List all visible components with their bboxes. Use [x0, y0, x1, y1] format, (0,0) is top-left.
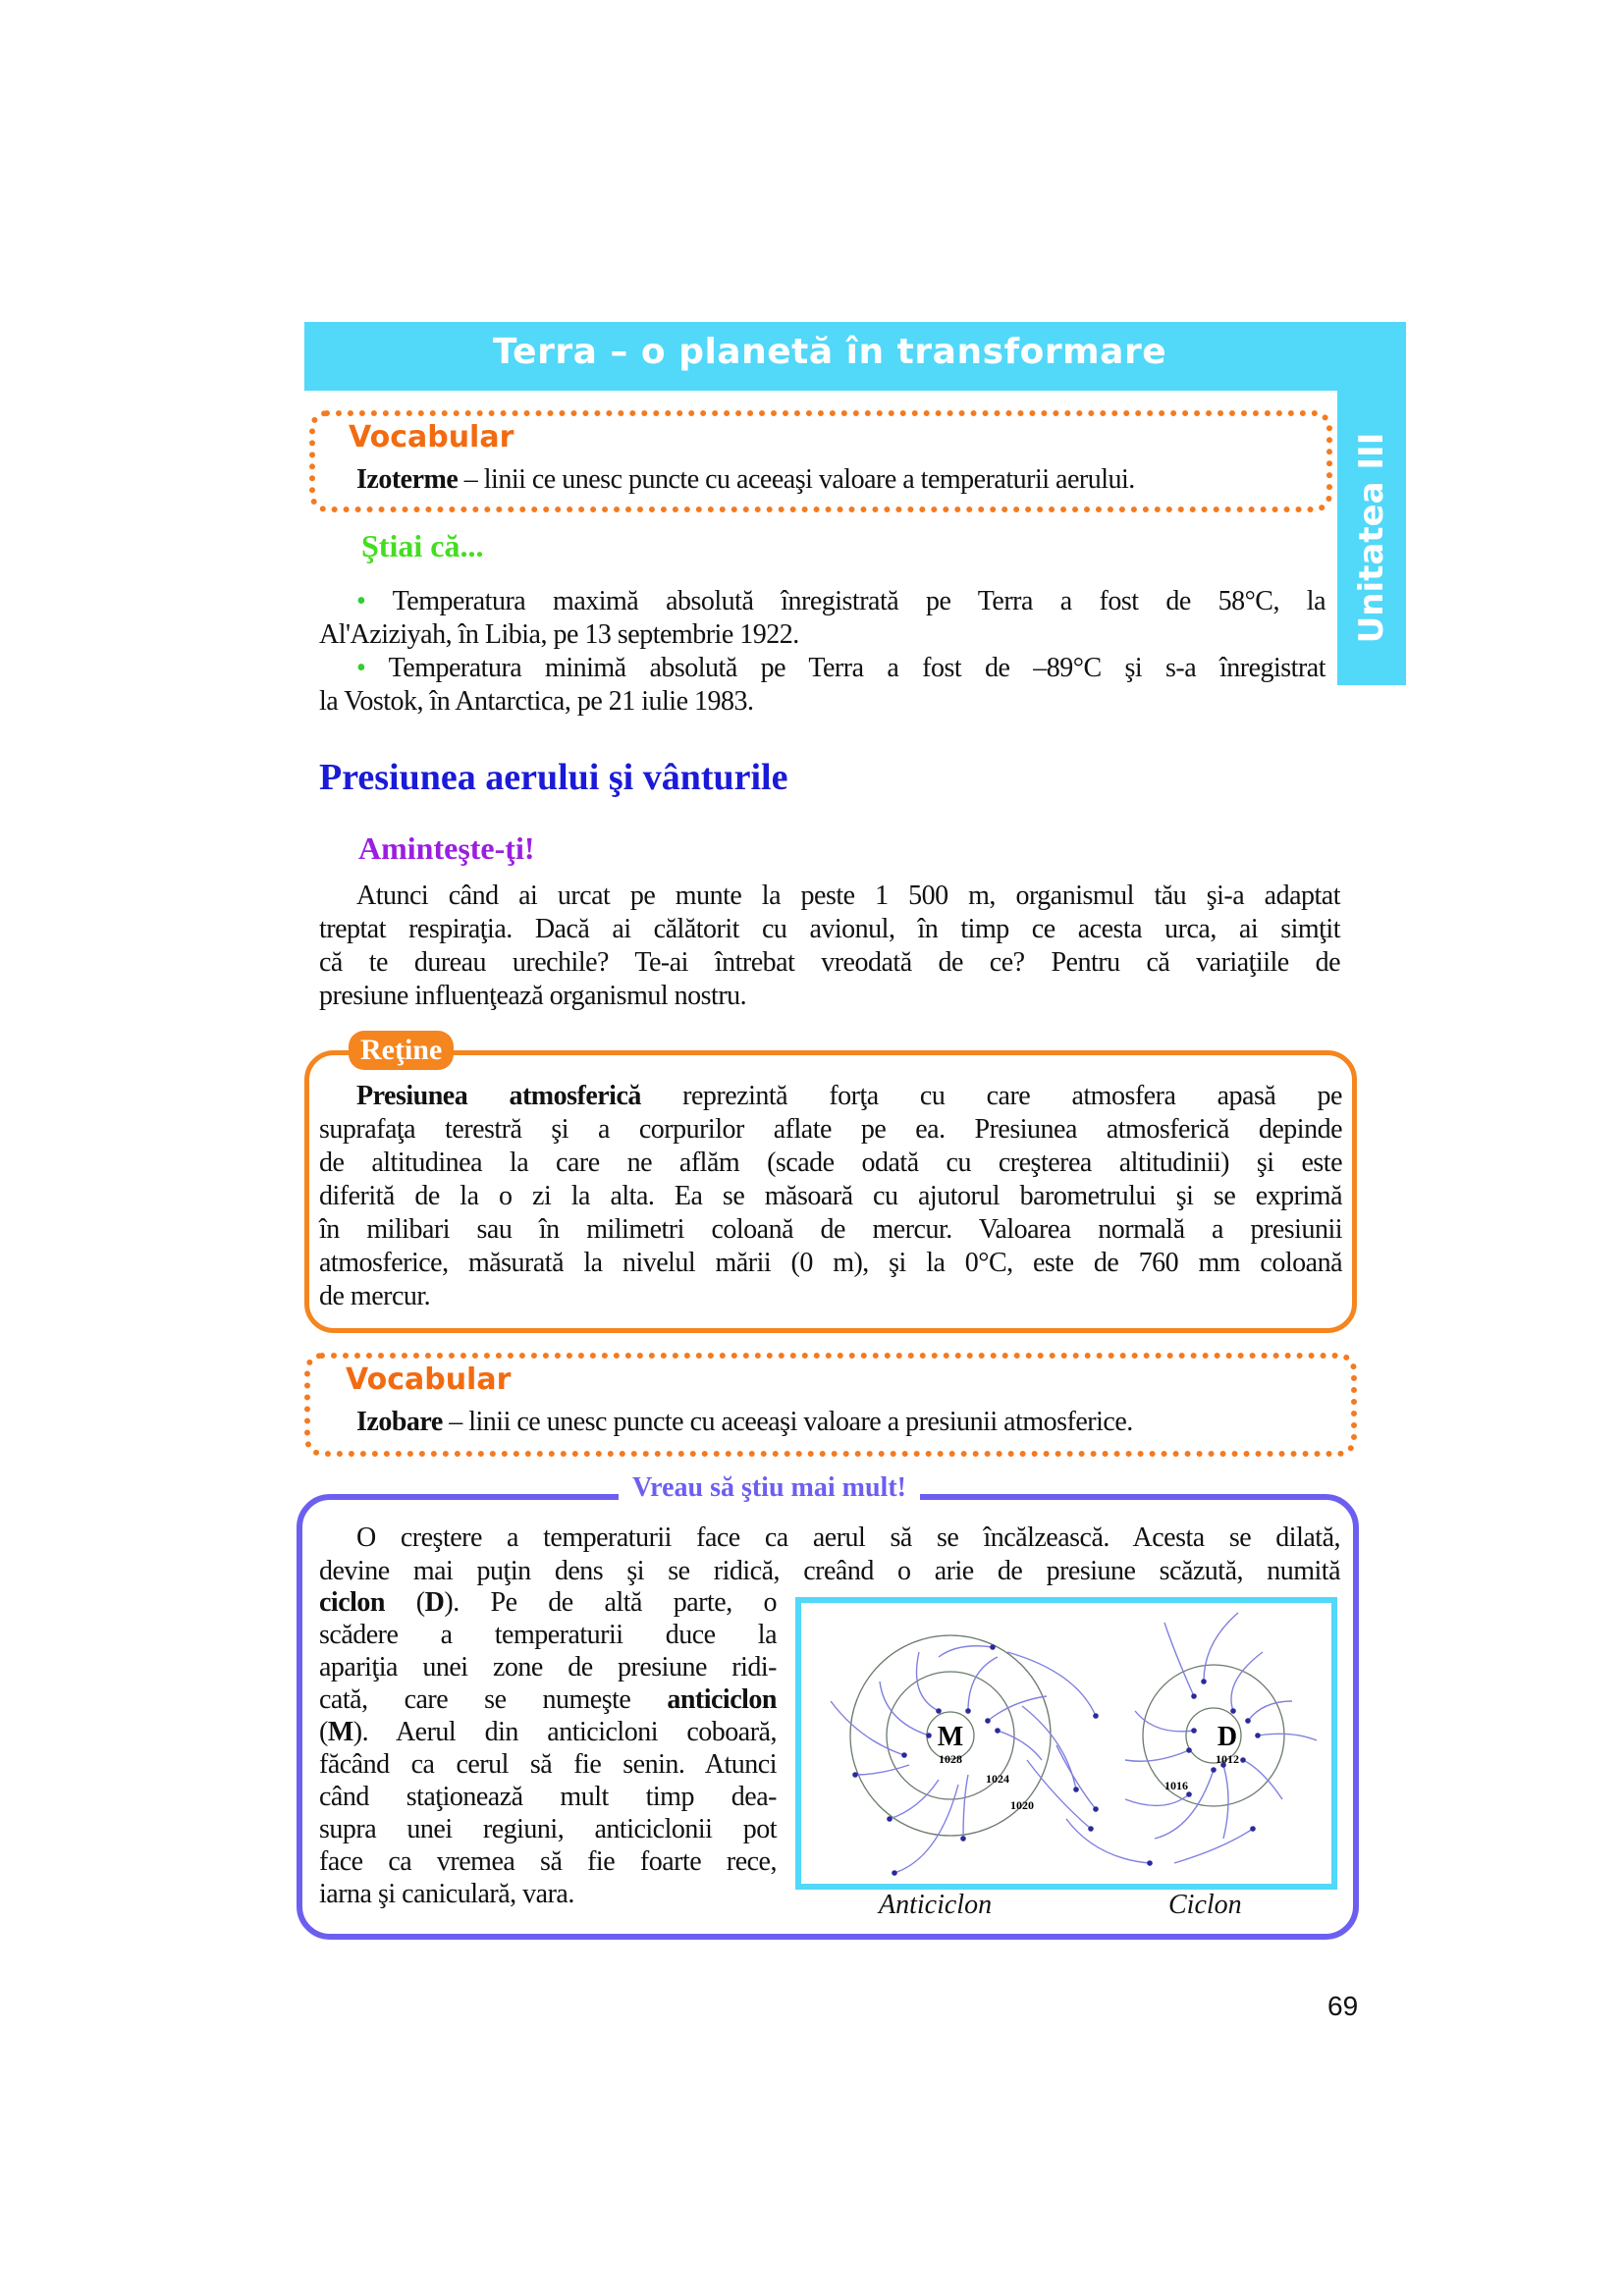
wind-arrow	[1007, 1652, 1096, 1716]
text-segment: iarna şi caniculară, vara.	[319, 1879, 574, 1909]
text-segment: scădere a temperaturii duce la	[319, 1620, 777, 1650]
text-line	[356, 463, 1312, 497]
bullet: •	[356, 586, 393, 616]
wind-arrow	[917, 1652, 940, 1711]
text-line	[319, 1586, 777, 1619]
text-line	[319, 1247, 1342, 1280]
text-line	[319, 1522, 1340, 1555]
text-line	[319, 618, 1325, 652]
learn-more-title: Vreau să ştiu mai mult!	[619, 1472, 920, 1504]
did-you-know-text	[319, 585, 1325, 719]
text-line	[319, 1781, 777, 1813]
wind-arrow	[1243, 1760, 1282, 1799]
text-segment: atmosferice, măsurată la nivelul mării (0 m), şi la 0°C, este de 760 mm coloană	[319, 1248, 1342, 1278]
text-segment: suprafaţa terestră şi a corpurilor aflate pe ea. Presiunea atmosferică depinde	[319, 1114, 1342, 1145]
wind-arrow	[1204, 1613, 1238, 1682]
bold-term: ciclon	[319, 1587, 385, 1618]
text-segment: Al'Aziziyah, în Libia, pe 13 septembrie 1922.	[319, 619, 799, 650]
wind-arrow	[1066, 1819, 1150, 1863]
text-segment: când staţionează mult timp dea-	[319, 1782, 777, 1812]
isobar-label: 1020	[1010, 1798, 1034, 1812]
text-line	[319, 1147, 1342, 1180]
text-segment: de altitudinea la care ne aflăm (scade odată cu creşterea altitudinii) şi este	[319, 1148, 1342, 1178]
bold-term: M	[327, 1717, 353, 1747]
unit-header	[304, 322, 1406, 391]
wind-arrow	[894, 1785, 958, 1873]
text-line	[319, 1280, 1342, 1313]
text-segment: O creştere a temperaturii face ca aerul să se încălzească. Acesta se dilată,	[356, 1522, 1340, 1553]
text-line	[319, 652, 1325, 685]
wind-arrow	[1027, 1760, 1091, 1829]
bold-term: Presiunea atmosferică	[356, 1081, 641, 1111]
unit-label: Unitatea III	[1352, 432, 1391, 644]
wind-arrow	[831, 1701, 904, 1755]
wind-arrow	[939, 1646, 993, 1657]
text-line	[319, 980, 1340, 1013]
bold-term: Izoterme	[356, 464, 459, 495]
text-segment: ). Pe de altă parte, o	[444, 1587, 778, 1618]
remember-title: Aminteşte-ţi!	[358, 830, 535, 866]
text-line	[319, 913, 1340, 946]
text-segment: Atunci când ai urcat pe munte la peste 1 500 m, organismul tău şi-a adaptat	[356, 881, 1340, 911]
bold-term: anticiclon	[667, 1684, 777, 1715]
text-segment: supra unei regiuni, anticiclonii pot	[319, 1814, 777, 1844]
text-segment: ). Aerul din anticicloni coboară,	[352, 1717, 777, 1747]
caption-anticyclone: Anticiclon	[879, 1890, 993, 1920]
text-line	[319, 1113, 1342, 1147]
retain-label: Reţine	[349, 1031, 454, 1070]
text-line	[319, 946, 1340, 980]
text-segment: (	[319, 1717, 328, 1747]
text-segment: la Vostok, în Antarctica, pe 21 iulie 1983.	[319, 686, 754, 717]
retain-text	[319, 1080, 1342, 1313]
pressure-diagram	[795, 1597, 1337, 1890]
text-line	[319, 1080, 1342, 1113]
page-number: 69	[1327, 1991, 1359, 2021]
low-pressure-label: D	[1217, 1722, 1238, 1752]
wind-arrow	[1125, 1750, 1189, 1761]
text-segment: în milibari sau în milimetri coloană de mercur. Valoarea normală a presiunii	[319, 1214, 1342, 1245]
text-line	[319, 1555, 1340, 1588]
isobar-label: 1024	[986, 1772, 1009, 1786]
did-you-know-title: Ştiai că...	[361, 528, 484, 563]
text-segment: treptat respiraţia. Dacă ai călătorit cu avionul, în timp ce acesta urca, ai simţit	[319, 914, 1340, 944]
high-pressure-label: M	[937, 1722, 964, 1752]
wind-arrow	[1231, 1652, 1263, 1711]
text-line	[319, 1878, 777, 1910]
text-line	[319, 1813, 777, 1845]
wind-arrow	[1056, 1745, 1096, 1809]
wind-arrow	[988, 1696, 1047, 1721]
text-line	[319, 1213, 1342, 1247]
vocabulary-definition	[356, 463, 1312, 497]
text-segment: Temperatura minimă absolută pe Terra a fost de –89°C şi s-a înregistrat	[388, 653, 1325, 683]
text-line	[356, 1406, 1317, 1439]
isobar-label: 1028	[939, 1752, 962, 1766]
text-line	[319, 685, 1325, 719]
text-segment: cată, care se numeşte	[319, 1684, 668, 1715]
text-line	[319, 1619, 777, 1651]
isobar-label: 1016	[1164, 1779, 1188, 1792]
page-title: Terra – o planetă în transformare	[492, 332, 1167, 372]
text-segment: presiune influenţează organismul nostru.	[319, 981, 747, 1011]
bold-term: Izobare	[356, 1407, 443, 1437]
text-line	[319, 1716, 777, 1748]
anticyclone-cyclone-illustration	[801, 1603, 1331, 1884]
text-segment: reprezintă forţa cu care atmosfera apasă pe	[640, 1081, 1342, 1111]
text-segment: apariţia unei zone de presiune ridi-	[319, 1652, 777, 1682]
wind-arrow	[1125, 1794, 1189, 1805]
text-segment: Temperatura maximă absolută înregistrată pe Terra a fost de 58°C, la	[392, 586, 1326, 616]
learn-more-text	[319, 1522, 1340, 1588]
text-segment: – linii ce unesc puncte cu aceeaşi valoare a presiunii atmosferice.	[442, 1407, 1133, 1437]
text-line	[319, 585, 1325, 618]
text-segment: face ca vremea să fie foarte rece,	[319, 1846, 777, 1877]
wind-arrow	[1223, 1765, 1228, 1839]
text-line	[319, 1683, 777, 1716]
text-line	[319, 1180, 1342, 1213]
text-segment: că te dureau urechile? Te-ai întrebat vreodată de ce? Pentru că variaţiile de	[319, 947, 1340, 978]
wind-arrow	[963, 1775, 968, 1839]
bold-term: D	[424, 1587, 445, 1618]
bullet: •	[356, 653, 389, 683]
isobar-label: 1012	[1216, 1752, 1239, 1766]
wind-arrow	[1258, 1734, 1317, 1740]
remember-text	[319, 880, 1340, 1013]
wind-arrow	[1174, 1829, 1253, 1863]
text-segment: diferită de la o zi la alta. Ea se măsoară cu ajutorul barometrului şi se exprimă	[319, 1181, 1342, 1211]
text-segment: (	[385, 1587, 425, 1618]
text-segment: de mercur.	[319, 1281, 431, 1311]
caption-cyclone: Ciclon	[1168, 1890, 1242, 1920]
vocabulary-title: Vocabular	[349, 420, 514, 454]
wind-arrow	[968, 1657, 998, 1711]
wind-arrow	[998, 1731, 1042, 1760]
text-line	[319, 1651, 777, 1683]
wind-arrow	[855, 1765, 909, 1775]
vocabulary-definition	[356, 1406, 1317, 1439]
text-segment: făcând ca cerul să fie senin. Atunci	[319, 1749, 777, 1780]
learn-more-text-column	[319, 1586, 777, 1910]
text-line	[319, 1845, 777, 1878]
vocabulary-title: Vocabular	[346, 1362, 512, 1397]
text-line	[319, 880, 1340, 913]
wind-arrow	[1248, 1701, 1292, 1721]
text-segment: devine mai puţin dens şi se ridică, creând o arie de presiune scăzută, numită	[319, 1556, 1340, 1586]
text-line	[319, 1748, 777, 1781]
unit-side-tab	[1337, 391, 1406, 685]
section-heading: Presiunea aerului şi vânturile	[319, 757, 788, 798]
wind-arrow	[890, 1780, 939, 1819]
wind-arrow	[1164, 1623, 1194, 1696]
text-segment: – linii ce unesc puncte cu aceeaşi valoare a temperaturii aerului.	[458, 464, 1135, 495]
